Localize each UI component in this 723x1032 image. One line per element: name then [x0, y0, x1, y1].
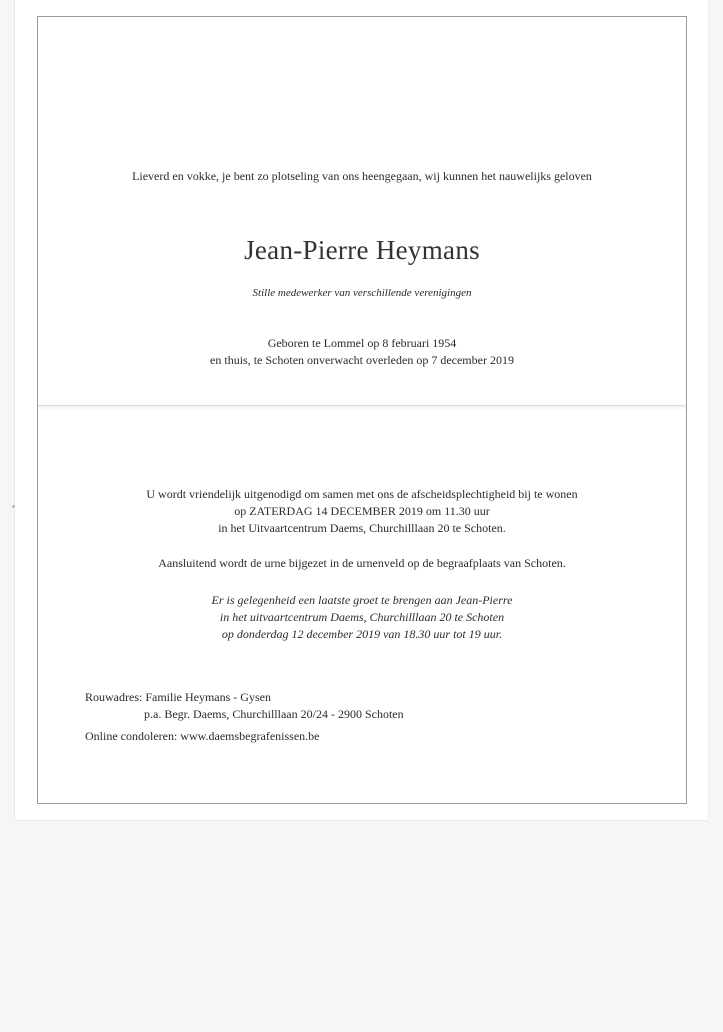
memorial-card — [15, 0, 708, 820]
fold-shadow — [38, 406, 686, 410]
address-line: Rouwadres: Familie Heymans - Gysen — [85, 690, 271, 704]
invitation-date-line: op ZATERDAG 14 DECEMBER 2019 om 11.30 uur — [234, 504, 490, 518]
card-border — [37, 16, 687, 804]
invitation-location-line: in het Uitvaartcentrum Daems, Churchilllaan 20 te Schoten. — [218, 521, 506, 535]
online-condolence: Online condoleren: www.daemsbegrafenissen.be — [85, 729, 320, 743]
intro-text: Lieverd en vokke, je bent zo plotseling van ons heengegaan, wij kunnen het nauwelijks geloven — [132, 169, 592, 183]
mourning-address — [85, 689, 404, 723]
deceased-name: Jean-Pierre Heymans — [244, 235, 480, 265]
invitation-block — [38, 486, 686, 537]
burial-text: Aansluitend wordt de urne bijgezet in de urnenveld op de begraafplaats van Schoten. — [158, 556, 566, 570]
death-line: en thuis, te Schoten onverwacht overleden op 7 december 2019 — [210, 353, 514, 367]
invitation-line: U wordt vriendelijk uitgenodigd om samen met ons de afscheidsplechtigheid bij te wonen — [146, 487, 578, 501]
subtitle: Stille medewerker van verschillende verenigingen — [252, 287, 472, 299]
farewell-block — [38, 592, 686, 643]
farewell-line: Er is gelegenheid een laatste groet te brengen aan Jean-Pierre — [211, 593, 513, 607]
birth-line: Geboren te Lommel op 8 februari 1954 — [267, 336, 457, 350]
address-line: p.a. Begr. Daems, Churchilllaan 20/24 - 2900 Schoten — [144, 707, 404, 721]
paper-speck — [12, 505, 15, 508]
farewell-location-line: in het uitvaartcentrum Daems, Churchilllaan 20 te Schoten — [219, 610, 505, 624]
dates-block — [38, 335, 686, 369]
farewell-date-line: op donderdag 12 december 2019 van 18.30 uur tot 19 uur. — [221, 627, 503, 641]
